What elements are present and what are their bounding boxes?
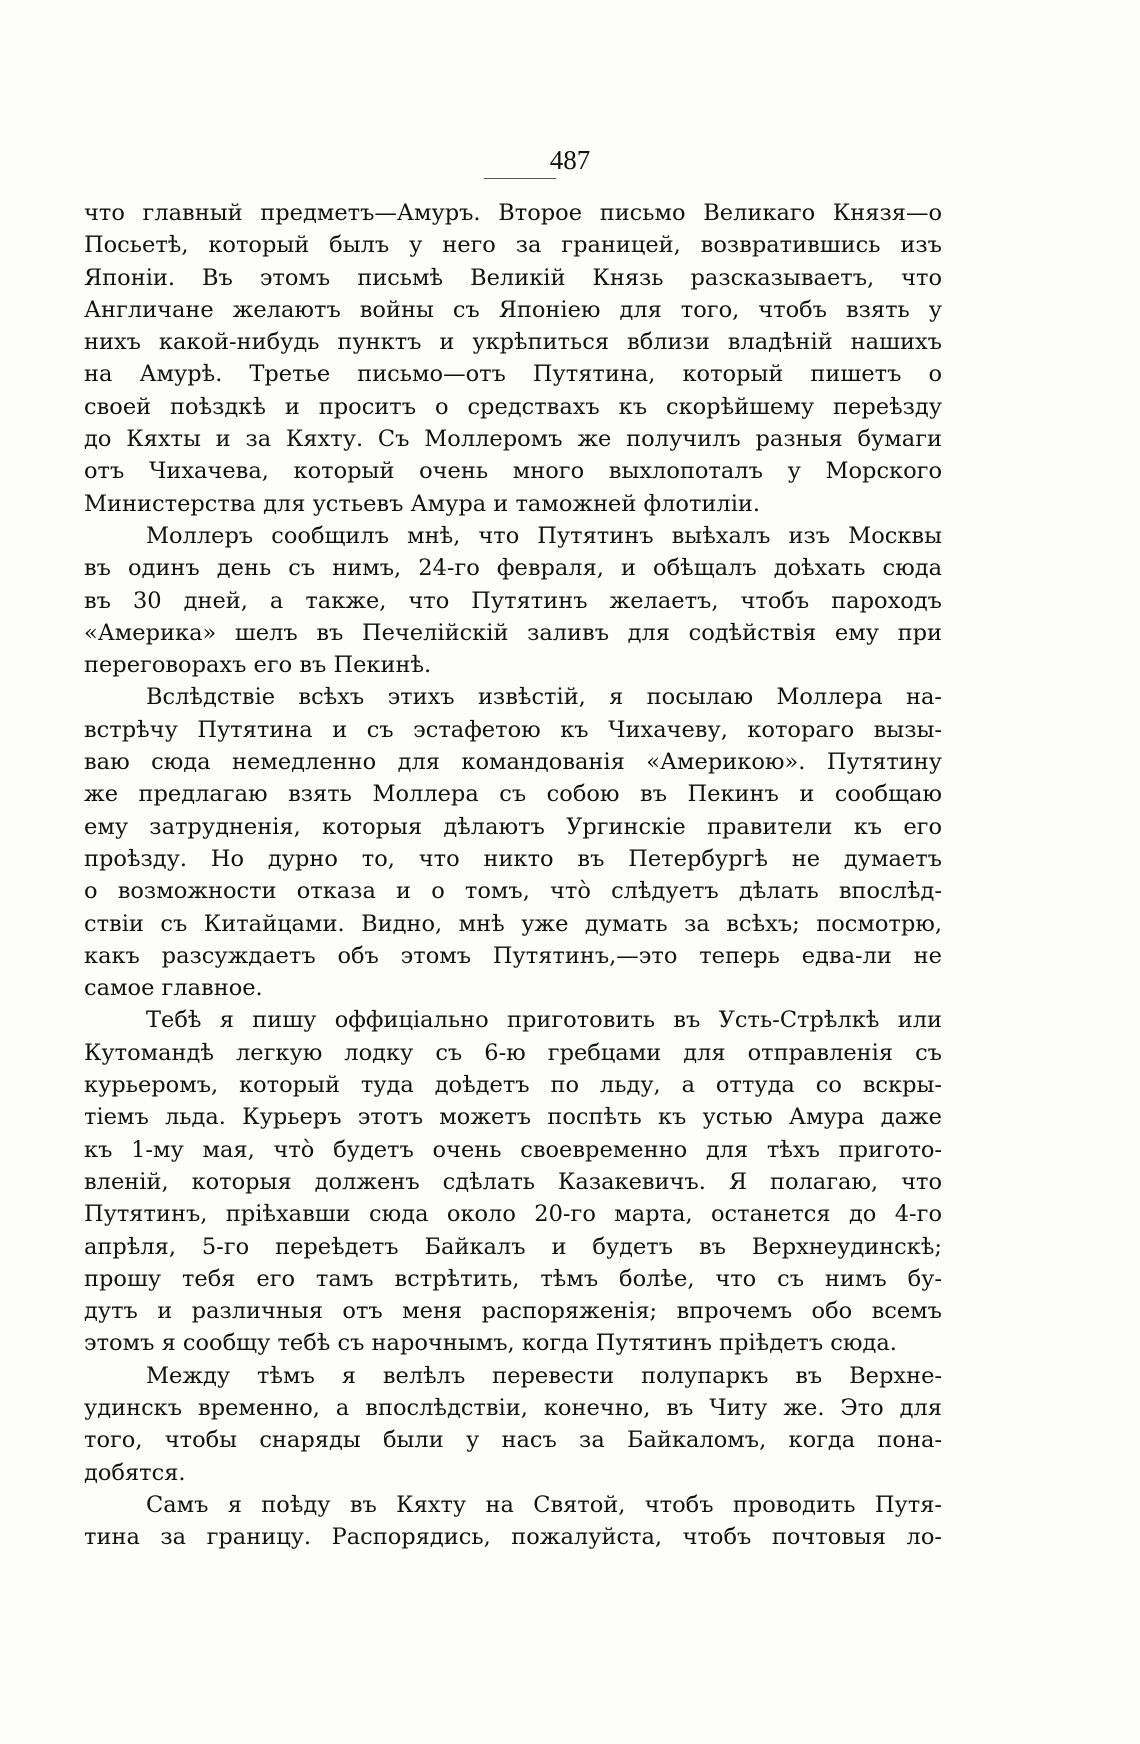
text-line: нихъ какой-нибудь пунктъ и укрѣпиться вблизи владѣній нашихъ	[84, 329, 942, 356]
page-number-rule	[484, 178, 556, 179]
text-line: Посьетѣ, который былъ у него за границей, возвратившись изъ	[84, 232, 942, 259]
text-line: до Кяхты и за Кяхту. Съ Моллеромъ же получилъ разныя бумаги	[84, 426, 942, 453]
text-line: переговорахъ его въ Пекинѣ.	[84, 652, 432, 679]
text-line: къ 1-му мая, что̀ будетъ очень своевременно для тѣхъ пригото-	[84, 1136, 942, 1163]
text-line: Путятинъ, пріѣхавши сюда около 20-го марта, останется до 4-го	[84, 1201, 942, 1228]
text-line: Министерства для устьевъ Амура и таможней флотиліи.	[84, 490, 761, 517]
text-line: Моллеръ сообщилъ мнѣ, что Путятинъ выѣхалъ изъ Москвы	[146, 522, 942, 549]
text-line: же предлагаю взять Моллера съ собою въ Пекинъ и сообщаю	[84, 781, 942, 808]
text-line: Тебѣ я пишу оффиціально приготовить въ Усть-Стрѣлкѣ или	[146, 1007, 942, 1034]
text-line: добятся.	[84, 1459, 186, 1486]
text-line: ему затрудненія, которыя дѣлаютъ Ургинскіе правители къ его	[84, 813, 942, 840]
text-line: вленій, которыя долженъ сдѣлать Казакевичъ. Я полагаю, что	[84, 1168, 942, 1195]
paragraph	[84, 520, 942, 681]
text-line: Японіи. Въ этомъ письмѣ Великій Князь разсказываетъ, что	[84, 264, 942, 291]
text-line: Вслѣдствіе всѣхъ этихъ извѣстій, я посылаю Моллера на-	[146, 684, 942, 711]
paragraph	[84, 1004, 942, 1359]
text-line: прошу тебя его тамъ встрѣтить, тѣмъ болѣе, что съ нимъ бу-	[84, 1265, 942, 1292]
body-text	[84, 197, 942, 1553]
text-line: о возможности отказа и о томъ, что̀ слѣдуетъ дѣлать впослѣд-	[84, 878, 942, 905]
text-line: какъ разсуждаетъ объ этомъ Путятинъ,—это теперь едва-ли не	[84, 942, 942, 969]
text-line: ствіи съ Китайцами. Видно, мнѣ уже думать за всѣхъ; посмотрю,	[84, 910, 942, 937]
text-line: что главный предметъ—Амуръ. Второе письмо Великаго Князя—о	[84, 200, 942, 226]
text-line: этомъ я сообщу тебѣ съ нарочнымъ, когда Путятинъ пріѣдетъ сюда.	[84, 1330, 897, 1357]
paragraph	[84, 1360, 942, 1489]
text-line: курьеромъ, который туда доѣдетъ по льду, а оттуда со вскры-	[84, 1072, 942, 1099]
text-line: своей поѣздкѣ и проситъ о средствахъ къ скорѣйшему переѣзду	[84, 393, 942, 420]
text-line: Кутомандѣ легкую лодку съ 6-ю гребцами для отправленія съ	[84, 1039, 942, 1066]
text-line: Англичане желаютъ войны съ Японіею для того, чтобъ взять у	[84, 296, 942, 323]
text-line: на Амурѣ. Третье письмо—отъ Путятина, который пишетъ о	[84, 361, 942, 388]
text-line: того, чтобы снаряды были у насъ за Байкаломъ, когда пона-	[84, 1427, 942, 1454]
text-line: встрѣчу Путятина и съ эстафетою къ Чихачеву, котораго вызы-	[84, 716, 942, 743]
text-line: въ одинъ день съ нимъ, 24-го февраля, и обѣщалъ доѣхать сюда	[84, 555, 942, 582]
text-line: «Америка» шелъ въ Печелійскій заливъ для содѣйствія ему при	[84, 619, 942, 646]
text-line: самое главное.	[84, 975, 263, 1002]
paragraph	[84, 1489, 942, 1554]
text-line: въ 30 дней, а также, что Путятинъ желаетъ, чтобъ пароходъ	[84, 587, 942, 614]
text-line: проѣзду. Но дурно то, что никто въ Петербургѣ не думаетъ	[84, 845, 942, 872]
paragraph	[84, 681, 942, 1004]
text-line: Самъ я поѣду въ Кяхту на Святой, чтобъ проводить Путя-	[146, 1491, 942, 1518]
page-number: 487	[549, 145, 591, 175]
text-line: апрѣля, 5-го переѣдетъ Байкалъ и будетъ въ Верхнеудинскѣ;	[84, 1233, 942, 1260]
text-line: отъ Чихачева, который очень много выхлопоталъ у Морского	[84, 458, 942, 485]
text-line: дутъ и различныя отъ меня распоряженія; впрочемъ обо всемъ	[84, 1298, 942, 1325]
text-line: тина за границу. Распорядись, пожалуйста, чтобъ почтовыя ло-	[84, 1524, 942, 1551]
text-line: тіемъ льда. Курьеръ этотъ можетъ поспѣть къ устью Амура даже	[84, 1104, 942, 1131]
text-line: удинскъ временно, а впослѣдствіи, конечно, въ Читу же. Это для	[84, 1394, 942, 1421]
paragraph	[84, 197, 942, 520]
text-line: Между тѣмъ я велѣлъ перевести полупаркъ въ Верхне-	[146, 1362, 942, 1389]
text-line: ваю сюда немедленно для командованія «Америкою». Путятину	[84, 749, 942, 776]
